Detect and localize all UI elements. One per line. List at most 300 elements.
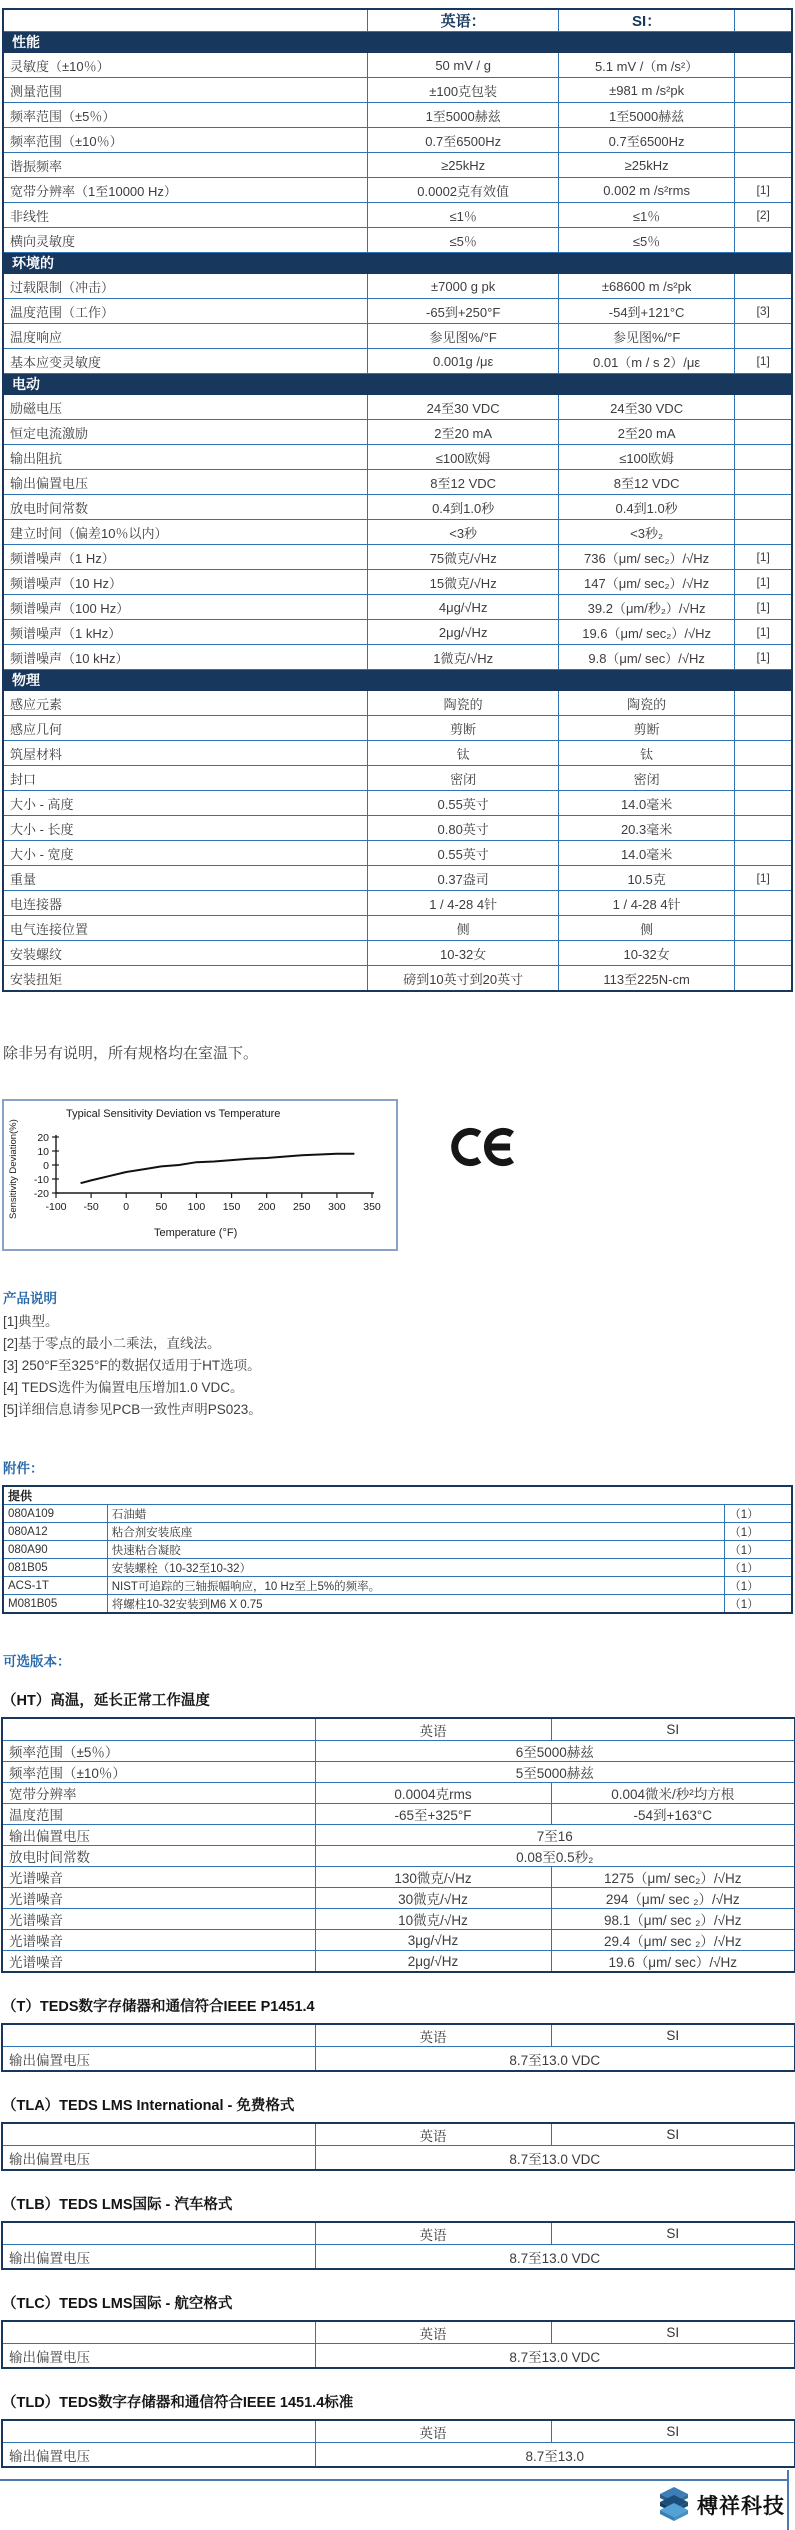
option-row	[2, 1804, 795, 1825]
spec-value-english: <3秒	[368, 520, 558, 545]
accessory-model: ACS-1T	[3, 1577, 107, 1595]
option-table-tla	[1, 2122, 795, 2171]
spec-value-english: 密闭	[368, 766, 558, 791]
option-label: 输出偏置电压	[2, 2443, 315, 2468]
spec-label: 励磁电压	[3, 395, 368, 420]
accessories-table	[2, 1485, 793, 1614]
spec-note-ref: [1]	[735, 595, 792, 620]
product-note-item: [2]基于零点的最小二乘法，直线法。	[3, 1336, 221, 1351]
spec-note-ref	[735, 470, 792, 495]
option-header-si: SI	[551, 2024, 795, 2047]
spec-label: 频谱噪声（1 kHz）	[3, 620, 368, 645]
option-header-si: SI	[551, 2123, 795, 2146]
spec-row	[3, 395, 792, 420]
option-value-si: 0.004微米/秒²均方根	[551, 1783, 795, 1804]
option-section-title-tla: （TLA）TEDS LMS International - 免费格式	[2, 2098, 295, 2114]
spec-value-english: 8至12 VDC	[368, 470, 558, 495]
option-header-si: SI	[551, 1718, 795, 1741]
chart-axes	[56, 1135, 374, 1193]
option-value-si: 294（μm/ sec ₂）/√Hz	[551, 1888, 795, 1909]
chart-and-ce-row	[2, 1099, 795, 1251]
section-header-row	[3, 670, 792, 691]
spec-note-ref	[735, 841, 792, 866]
header-empty-cell	[3, 9, 368, 32]
spec-row	[3, 691, 792, 716]
accessory-row	[3, 1523, 792, 1541]
spec-note-ref: [2]	[735, 203, 792, 228]
spec-value-english: 15微克/√Hz	[368, 570, 558, 595]
spec-row	[3, 349, 792, 374]
option-header-english: 英语	[315, 2024, 551, 2047]
option-value-span: 8.7至13.0 VDC	[315, 2146, 795, 2171]
spec-label: 输出偏置电压	[3, 470, 368, 495]
option-label: 温度范围	[2, 1804, 315, 1825]
spec-label: 测量范围	[3, 78, 368, 103]
spec-row	[3, 78, 792, 103]
option-section-title-ht: （HT）高温，延长正常工作温度	[2, 1693, 210, 1709]
option-row	[2, 1762, 795, 1783]
accessory-qty: （1）	[725, 1541, 792, 1559]
option-label: 频率范围（±5％）	[2, 1741, 315, 1762]
option-header-si: SI	[551, 2321, 795, 2344]
option-value-si: -54到+163°C	[551, 1804, 795, 1825]
spec-value-english: 0.37盎司	[368, 866, 558, 891]
option-value-english: 3μg/√Hz	[315, 1930, 551, 1951]
spec-row	[3, 891, 792, 916]
spec-note-ref	[735, 78, 792, 103]
option-table-ht	[1, 1717, 795, 1973]
option-value-si: 1275（μm/ sec₂）/√Hz	[551, 1867, 795, 1888]
spec-value-si: 0.002 m /s²rms	[558, 178, 734, 203]
product-note-item: [3] 250°F至325°F的数据仅适用于HT选项。	[3, 1358, 261, 1373]
spec-label: 放电时间常数	[3, 495, 368, 520]
spec-note-ref: [1]	[735, 349, 792, 374]
spec-row	[3, 324, 792, 349]
chart-data-line	[81, 1154, 355, 1183]
chart-xtick-label: 350	[363, 1201, 381, 1213]
section-header-row	[3, 253, 792, 274]
spec-value-si: <3秒₂	[558, 520, 734, 545]
accessory-model: M081B05	[3, 1595, 107, 1614]
spec-row	[3, 645, 792, 670]
accessory-qty: （1）	[725, 1577, 792, 1595]
option-value-span: 8.7至13.0 VDC	[315, 2047, 795, 2072]
product-note-item: [5]详细信息请参见PCB一致性声明PS023。	[3, 1402, 262, 1417]
option-table-t	[1, 2023, 795, 2072]
option-value-span: 8.7至13.0 VDC	[315, 2245, 795, 2270]
spec-note-ref: [1]	[735, 645, 792, 670]
spec-value-si: 0.4到1.0秒	[558, 495, 734, 520]
option-header-empty	[2, 2024, 315, 2047]
spec-value-english: 1微克/√Hz	[368, 645, 558, 670]
spec-row	[3, 103, 792, 128]
header-note-cell	[735, 9, 792, 32]
chart-ytick-label: -10	[33, 1174, 49, 1186]
spec-label: 感应元素	[3, 691, 368, 716]
accessory-model: 080A12	[3, 1523, 107, 1541]
option-value-si: 29.4（μm/ sec ₂）/√Hz	[551, 1930, 795, 1951]
option-value-span: 7至16	[315, 1825, 795, 1846]
spec-row	[3, 545, 792, 570]
spec-note-ref	[735, 766, 792, 791]
option-section-title-tlb: （TLB）TEDS LMS国际 - 汽车格式	[2, 2197, 233, 2213]
option-header-english: 英语	[315, 2123, 551, 2146]
spec-value-english: 0.7至6500Hz	[368, 128, 558, 153]
spec-value-english: 24至30 VDC	[368, 395, 558, 420]
accessory-model: 081B05	[3, 1559, 107, 1577]
option-header-english: 英语	[315, 2222, 551, 2245]
chart-xtick-label: 250	[293, 1201, 311, 1213]
spec-value-english: ±7000 g pk	[368, 274, 558, 299]
accessory-row	[3, 1541, 792, 1559]
chart-xtick-label: 150	[222, 1201, 241, 1213]
option-value-english: 2μg/√Hz	[315, 1951, 551, 1973]
spec-row	[3, 53, 792, 78]
option-label: 宽带分辨率	[2, 1783, 315, 1804]
spec-value-si: ≥25kHz	[558, 153, 734, 178]
option-label: 光谱噪音	[2, 1930, 315, 1951]
spec-value-english: -65到+250°F	[368, 299, 558, 324]
spec-label: 大小 - 高度	[3, 791, 368, 816]
accessory-row	[3, 1595, 792, 1614]
option-header-empty	[2, 2420, 315, 2443]
accessory-description: 安装螺栓（10-32至10-32）	[107, 1559, 725, 1577]
spec-row	[3, 228, 792, 253]
option-value-si: 19.6（μm/ sec）/√Hz	[551, 1951, 795, 1973]
option-label: 光谱噪音	[2, 1951, 315, 1973]
chart-xtick-label: 100	[187, 1201, 206, 1213]
spec-value-si: 剪断	[558, 716, 734, 741]
option-row	[2, 2047, 795, 2072]
spec-note-ref	[735, 891, 792, 916]
spec-value-si: 19.6（μm/ sec₂）/√Hz	[558, 620, 734, 645]
spec-label: 灵敏度（±10％）	[3, 53, 368, 78]
option-label: 输出偏置电压	[2, 2245, 315, 2270]
spec-value-si: 14.0毫米	[558, 841, 734, 866]
spec-value-si: ≤1％	[558, 203, 734, 228]
spec-label: 频谱噪声（10 kHz）	[3, 645, 368, 670]
spec-label: 频率范围（±10％）	[3, 128, 368, 153]
spec-value-si: 1至5000赫兹	[558, 103, 734, 128]
option-row	[2, 1825, 795, 1846]
spec-note-ref	[735, 966, 792, 992]
spec-note-ref	[735, 691, 792, 716]
option-row	[2, 1783, 795, 1804]
spec-note-ref: [1]	[735, 570, 792, 595]
chart-xtick-label: 300	[328, 1201, 346, 1213]
spec-value-si: 2至20 mA	[558, 420, 734, 445]
spec-value-si: 5.1 mV /（m /s²）	[558, 53, 734, 78]
right-frame-line	[787, 2470, 789, 2530]
optional-versions-container	[0, 1693, 795, 2468]
spec-note-ref	[735, 153, 792, 178]
chart-xtick-label: -100	[45, 1201, 67, 1213]
spec-note-ref	[735, 941, 792, 966]
option-section-title-tld: （TLD）TEDS数字存储器和通信符合IEEE 1451.4标准	[2, 2395, 354, 2411]
accessories-header-row	[3, 1486, 792, 1505]
spec-row	[3, 966, 792, 992]
spec-value-english: 2μg/√Hz	[368, 620, 558, 645]
section-title: 性能	[3, 32, 792, 53]
header-si: SI：	[558, 9, 734, 32]
option-row	[2, 2344, 795, 2369]
spec-value-si: 陶瓷的	[558, 691, 734, 716]
option-header-english: 英语	[315, 2420, 551, 2443]
spec-table-header-row	[3, 9, 792, 32]
spec-value-si: 20.3毫米	[558, 816, 734, 841]
section-title: 环境的	[3, 253, 792, 274]
option-value-si: 98.1（μm/ sec ₂）/√Hz	[551, 1909, 795, 1930]
spec-value-english: ≤5％	[368, 228, 558, 253]
spec-row	[3, 741, 792, 766]
spec-value-si: ±68600 m /s²pk	[558, 274, 734, 299]
accessory-description: 将螺柱10-32安装到M6 X 0.75	[107, 1595, 725, 1614]
spec-label: 安装螺纹	[3, 941, 368, 966]
spec-note-ref: [1]	[735, 545, 792, 570]
sensitivity-deviation-chart	[2, 1099, 398, 1251]
option-header-row	[2, 2222, 795, 2245]
accessory-qty: （1）	[725, 1559, 792, 1577]
spec-value-english: ±100克包装	[368, 78, 558, 103]
spec-value-si: 9.8（μm/ sec）/√Hz	[558, 645, 734, 670]
spec-label: 温度范围（工作）	[3, 299, 368, 324]
option-row	[2, 2146, 795, 2171]
chart-ytick-label: 20	[37, 1132, 49, 1144]
spec-row	[3, 274, 792, 299]
option-row	[2, 1867, 795, 1888]
spec-value-si: 1 / 4-28 4针	[558, 891, 734, 916]
spec-value-si: ≤100欧姆	[558, 445, 734, 470]
spec-row	[3, 791, 792, 816]
option-value-span: 8.7至13.0 VDC	[315, 2344, 795, 2369]
spec-note-ref	[735, 128, 792, 153]
spec-label: 建立时间（偏差10％以内）	[3, 520, 368, 545]
option-label: 输出偏置电压	[2, 1825, 315, 1846]
spec-value-si: 钛	[558, 741, 734, 766]
spec-value-si: 10-32女	[558, 941, 734, 966]
option-value-english: 0.0004克rms	[315, 1783, 551, 1804]
spec-table	[2, 8, 793, 992]
spec-row	[3, 866, 792, 891]
spec-label: 非线性	[3, 203, 368, 228]
spec-value-english: 0.55英寸	[368, 841, 558, 866]
spec-note-ref	[735, 324, 792, 349]
accessory-qty: （1）	[725, 1523, 792, 1541]
spec-row	[3, 178, 792, 203]
spec-label: 筑屋材料	[3, 741, 368, 766]
spec-value-si: 14.0毫米	[558, 791, 734, 816]
spec-row	[3, 153, 792, 178]
vendor-logo	[655, 2484, 785, 2526]
sensitivity-chart-svg	[4, 1101, 392, 1247]
spec-value-si: 侧	[558, 916, 734, 941]
spec-label: 封口	[3, 766, 368, 791]
option-row	[2, 1846, 795, 1867]
spec-row	[3, 716, 792, 741]
option-header-row	[2, 2123, 795, 2146]
spec-note-ref: [1]	[735, 178, 792, 203]
accessory-description: 粘合剂安装底座	[107, 1523, 725, 1541]
accessory-qty: （1）	[725, 1595, 792, 1614]
spec-note-ref: [1]	[735, 620, 792, 645]
spec-value-english: ≤100欧姆	[368, 445, 558, 470]
spec-row	[3, 595, 792, 620]
spec-value-english: 50 mV / g	[368, 53, 558, 78]
chart-ytick-label: 0	[43, 1160, 49, 1172]
spec-value-english: 参见图%/°F	[368, 324, 558, 349]
option-header-si: SI	[551, 2222, 795, 2245]
spec-label: 大小 - 宽度	[3, 841, 368, 866]
header-english: 英语：	[368, 9, 558, 32]
spec-label: 频率范围（±5％）	[3, 103, 368, 128]
option-label: 输出偏置电压	[2, 2344, 315, 2369]
spec-row	[3, 445, 792, 470]
option-table-tlc	[1, 2320, 795, 2369]
spec-value-english: ≤1％	[368, 203, 558, 228]
option-value-span: 6至5000赫兹	[315, 1741, 795, 1762]
spec-note-ref	[735, 520, 792, 545]
section-title: 物理	[3, 670, 792, 691]
option-header-english: 英语	[315, 2321, 551, 2344]
spec-value-si: 0.01（m / s 2）/με	[558, 349, 734, 374]
spec-row	[3, 299, 792, 324]
option-section-title-t: （T）TEDS数字存储器和通信符合IEEE P1451.4	[2, 1999, 315, 2015]
accessory-model: 080A90	[3, 1541, 107, 1559]
spec-row	[3, 420, 792, 445]
product-notes-title: 产品说明	[3, 1291, 57, 1306]
spec-label: 电连接器	[3, 891, 368, 916]
product-note-item: [1]典型。	[3, 1314, 59, 1329]
spec-note-ref	[735, 53, 792, 78]
spec-value-english: 0.4到1.0秒	[368, 495, 558, 520]
product-notes-list	[3, 1311, 795, 1421]
spec-value-english: 磅到10英寸到20英寸	[368, 966, 558, 992]
spec-row	[3, 203, 792, 228]
option-row	[2, 2245, 795, 2270]
spec-row	[3, 841, 792, 866]
spec-value-si: ±981 m /s²pk	[558, 78, 734, 103]
spec-note-ref	[735, 716, 792, 741]
spec-note-ref	[735, 395, 792, 420]
option-row	[2, 2443, 795, 2468]
option-header-english: 英语	[315, 1718, 551, 1741]
option-header-row	[2, 1718, 795, 1741]
accessory-description: 快速粘合凝胶	[107, 1541, 725, 1559]
option-label: 输出偏置电压	[2, 2146, 315, 2171]
option-header-empty	[2, 2123, 315, 2146]
option-header-empty	[2, 1718, 315, 1741]
room-temperature-note: 除非另有说明，所有规格均在室温下。	[3, 1045, 259, 1062]
spec-row	[3, 495, 792, 520]
option-label: 光谱噪音	[2, 1867, 315, 1888]
spec-value-english: 0.0002克有效值	[368, 178, 558, 203]
accessories-header: 提供	[3, 1486, 792, 1505]
spec-value-si: 参见图%/°F	[558, 324, 734, 349]
spec-value-si: 10.5克	[558, 866, 734, 891]
option-value-english: 10微克/√Hz	[315, 1909, 551, 1930]
spec-note-ref	[735, 420, 792, 445]
spec-value-si: 736（μm/ sec₂）/√Hz	[558, 545, 734, 570]
spec-value-si: 0.7至6500Hz	[558, 128, 734, 153]
spec-label: 感应几何	[3, 716, 368, 741]
spec-label: 频谱噪声（100 Hz）	[3, 595, 368, 620]
ce-mark-icon	[450, 1119, 528, 1180]
option-header-empty	[2, 2222, 315, 2245]
chart-xtick-label: -50	[83, 1201, 99, 1213]
option-row	[2, 1909, 795, 1930]
option-label: 放电时间常数	[2, 1846, 315, 1867]
spec-value-si: 8至12 VDC	[558, 470, 734, 495]
spec-label: 宽带分辨率（1至10000 Hz）	[3, 178, 368, 203]
option-header-row	[2, 2024, 795, 2047]
spec-value-english: 0.001g /με	[368, 349, 558, 374]
spec-label: 重量	[3, 866, 368, 891]
option-value-span: 5至5000赫兹	[315, 1762, 795, 1783]
option-value-english: 30微克/√Hz	[315, 1888, 551, 1909]
chart-xtick-label: 0	[123, 1201, 130, 1213]
spec-note-ref	[735, 495, 792, 520]
chart-ylabel: Sensitivity Deviation(%)	[8, 1119, 19, 1219]
spec-label: 频谱噪声（10 Hz）	[3, 570, 368, 595]
spec-label: 安装扭矩	[3, 966, 368, 992]
spec-value-si: ≤5％	[558, 228, 734, 253]
option-row	[2, 1930, 795, 1951]
spec-row	[3, 570, 792, 595]
spec-label: 输出阻抗	[3, 445, 368, 470]
spec-value-english: 陶瓷的	[368, 691, 558, 716]
vendor-logo-icon	[655, 2484, 693, 2526]
spec-value-english: ≥25kHz	[368, 153, 558, 178]
spec-value-english: 0.80英寸	[368, 816, 558, 841]
spec-value-english: 剪断	[368, 716, 558, 741]
accessory-qty: （1）	[725, 1505, 792, 1523]
spec-label: 温度响应	[3, 324, 368, 349]
spec-note-ref	[735, 791, 792, 816]
chart-xtick-label: 200	[257, 1201, 276, 1213]
spec-value-si: 24至30 VDC	[558, 395, 734, 420]
option-value-span: 8.7至13.0	[315, 2443, 795, 2468]
spec-note-ref	[735, 816, 792, 841]
spec-note-ref	[735, 103, 792, 128]
spec-value-english: 侧	[368, 916, 558, 941]
section-title: 电动	[3, 374, 792, 395]
optional-versions-title: 可选版本：	[3, 1654, 71, 1669]
spec-value-english: 0.55英寸	[368, 791, 558, 816]
spec-row	[3, 916, 792, 941]
spec-row	[3, 620, 792, 645]
spec-note-ref	[735, 741, 792, 766]
spec-value-si: 113至225N-cm	[558, 966, 734, 992]
option-table-tlb	[1, 2221, 795, 2270]
spec-label: 频谱噪声（1 Hz）	[3, 545, 368, 570]
chart-xlabel: Temperature (°F)	[154, 1227, 238, 1239]
spec-row	[3, 941, 792, 966]
chart-ytick-label: 10	[37, 1146, 49, 1158]
spec-note-ref: [1]	[735, 866, 792, 891]
datasheet-page	[0, 8, 795, 2530]
option-label: 频率范围（±10％）	[2, 1762, 315, 1783]
spec-value-english: 钛	[368, 741, 558, 766]
option-section-title-tlc: （TLC）TEDS LMS国际 - 航空格式	[2, 2296, 233, 2312]
spec-note-ref	[735, 274, 792, 299]
spec-value-english: 1 / 4-28 4针	[368, 891, 558, 916]
spec-label: 电气连接位置	[3, 916, 368, 941]
product-note-item: [4] TEDS选件为偏置电压增加1.0 VDC。	[3, 1380, 244, 1395]
spec-value-si: 147（μm/ sec₂）/√Hz	[558, 570, 734, 595]
spec-value-english: 2至20 mA	[368, 420, 558, 445]
option-row	[2, 1888, 795, 1909]
spec-value-english: 10-32女	[368, 941, 558, 966]
